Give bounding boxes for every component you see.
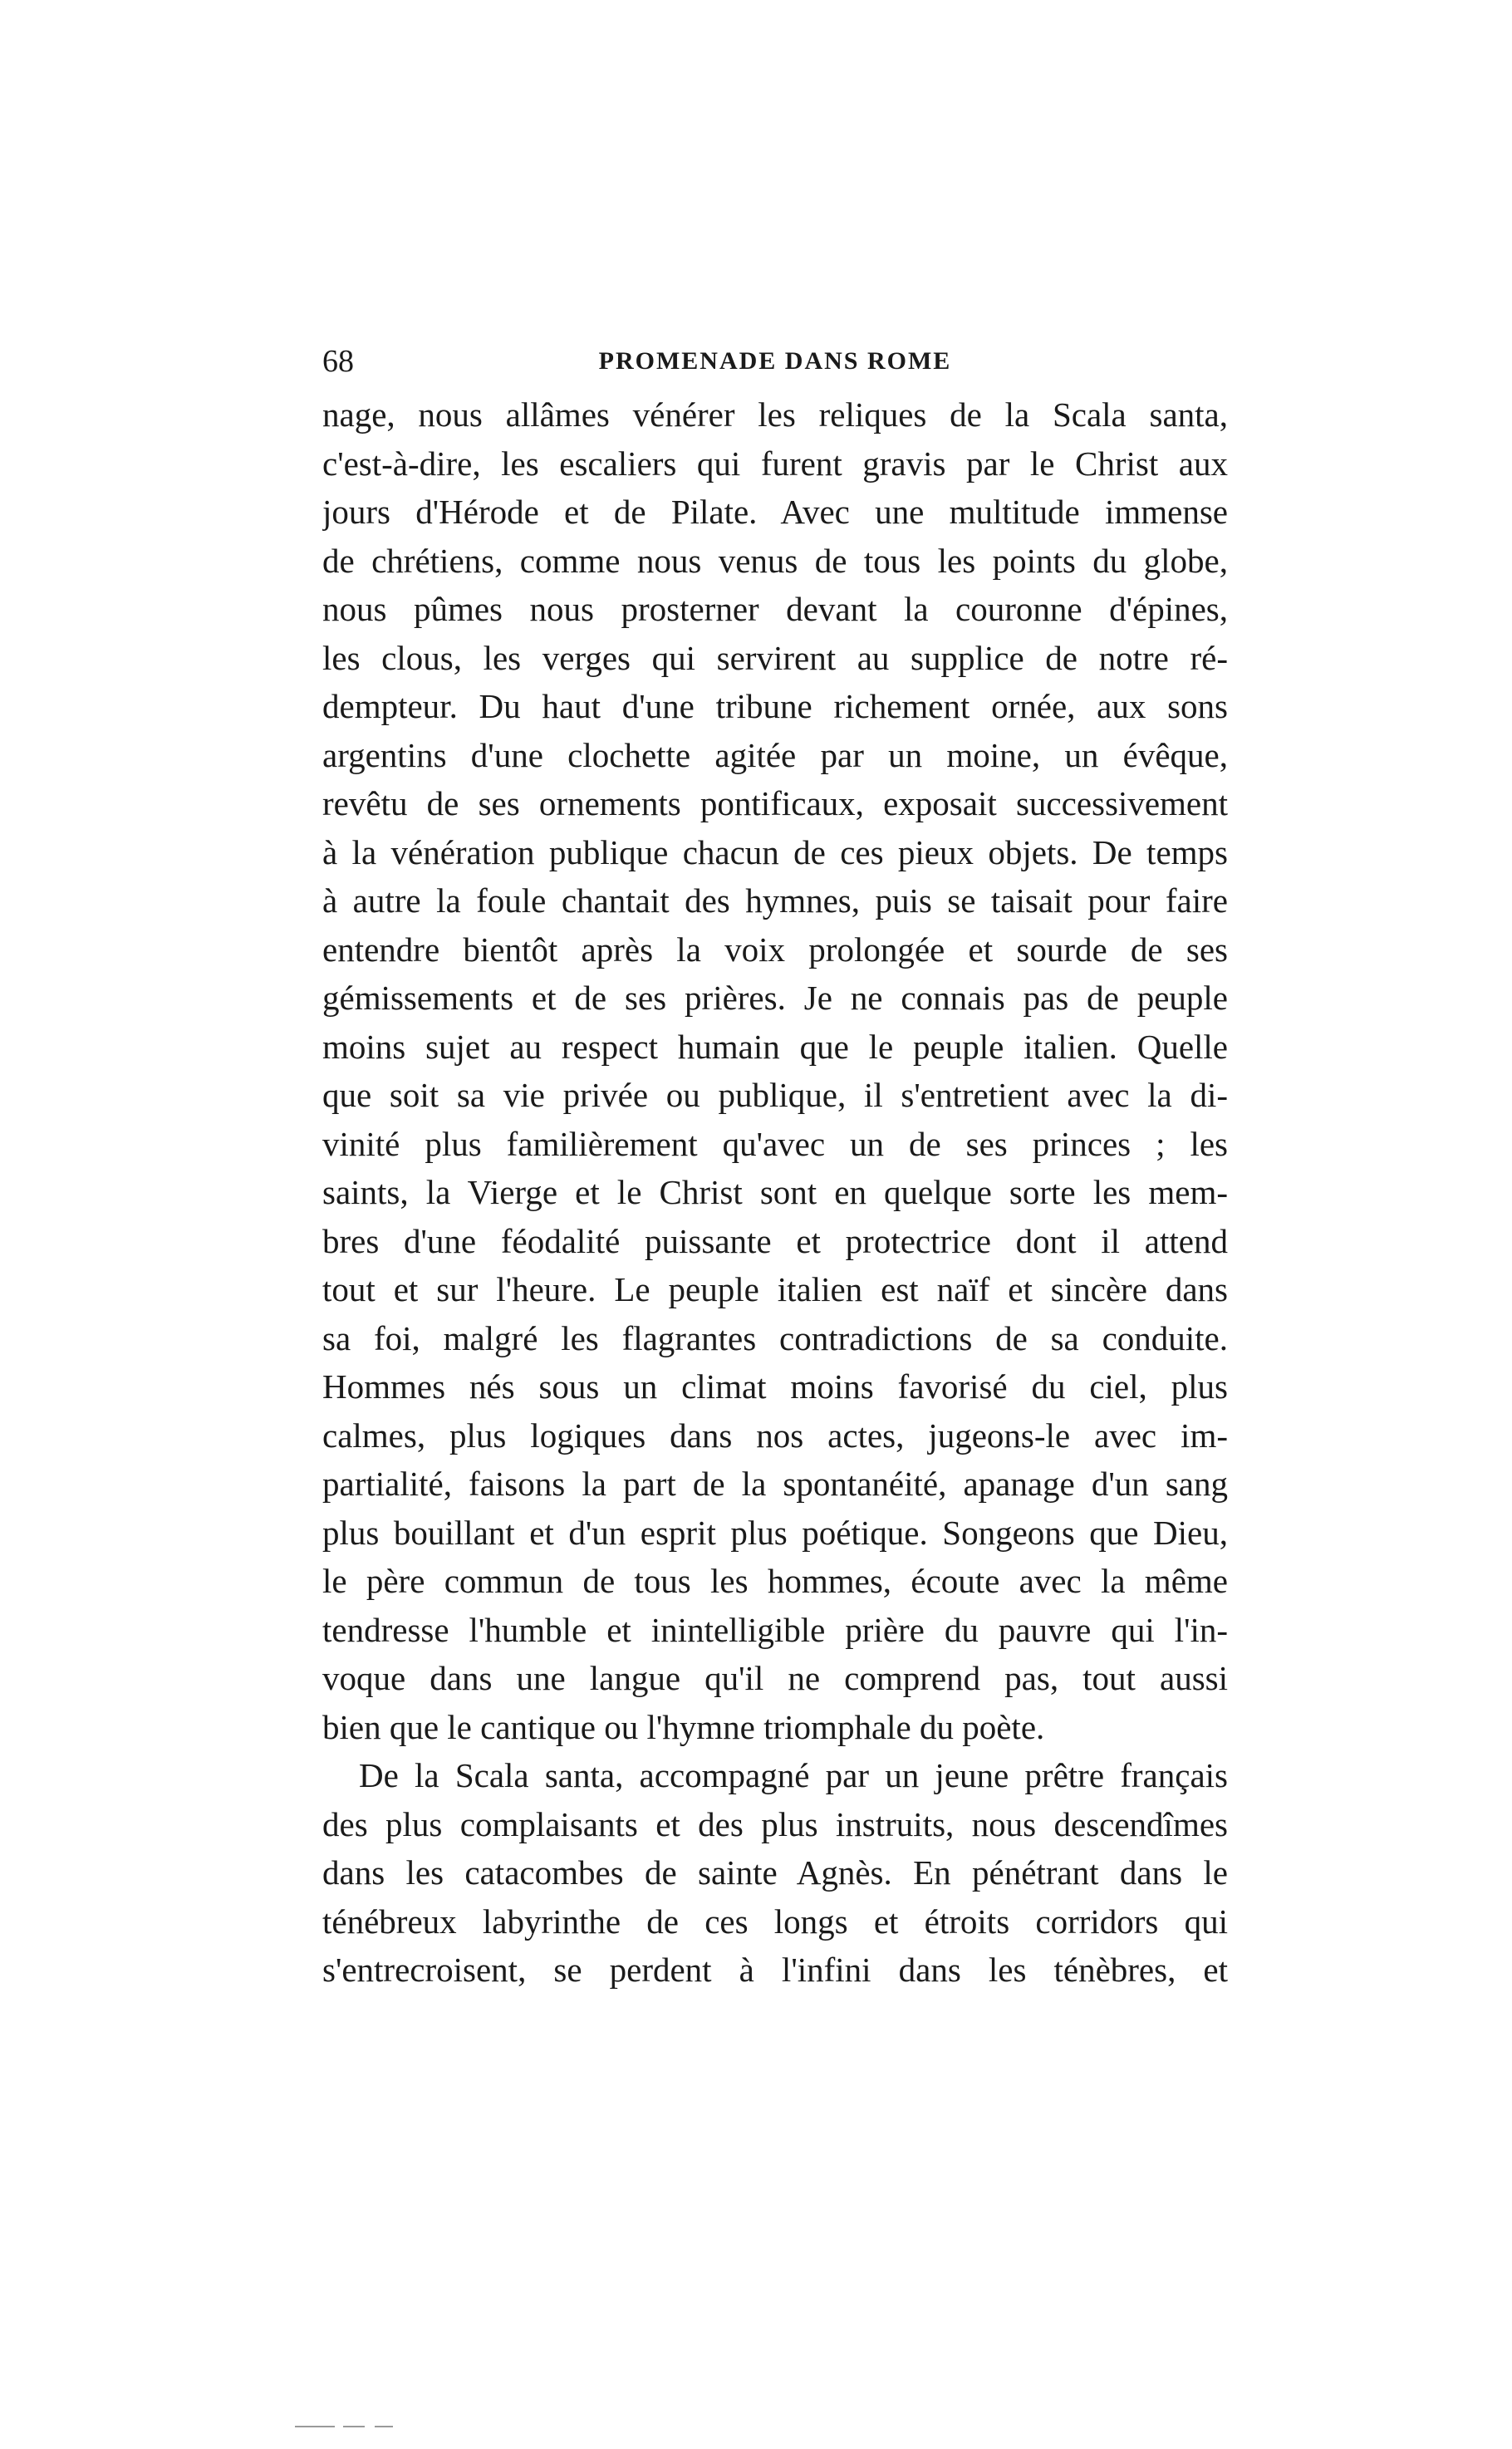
text-line: des plus complaisants et des plus instruits, nous descendîmes [322, 1804, 1228, 1843]
text-line: plus bouillant et d'un esprit plus poétique. Songeons que Dieu, [322, 1513, 1228, 1552]
text-line: revêtu de ses ornements pontificaux, exposait successivement [322, 784, 1228, 822]
text-line: nous pûmes nous prosterner devant la couronne d'épines, [322, 590, 1228, 628]
text-line: s'entrecroisent, se perdent à l'infini dans les ténèbres, et [322, 1951, 1228, 1989]
text-line: à autre la foule chantait des hymnes, puis se taisait pour faire [322, 881, 1228, 920]
text-line: saints, la Vierge et le Christ sont en quelque sorte les mem- [322, 1173, 1228, 1211]
text-line: argentins d'une clochette agitée par un moine, un évêque, [322, 735, 1228, 774]
page-number: 68 [322, 344, 354, 379]
text-line: moins sujet au respect humain que le peuple italien. Quelle [322, 1027, 1228, 1066]
text-line: à la vénération publique chacun de ces pieux objets. De temps [322, 832, 1228, 871]
text-line: gémissements et de ses prières. Je ne connais pas de peuple [322, 979, 1228, 1017]
paragraph [322, 1751, 1228, 1995]
text-line: jours d'Hérode et de Pilate. Avec une multitude immense [322, 493, 1228, 531]
text-line: vinité plus familièrement qu'avec un de ses princes ; les [322, 1124, 1228, 1163]
footer-rule [295, 2426, 461, 2429]
text-line: ténébreux labyrinthe de ces longs et étroits corridors qui [322, 1902, 1228, 1941]
text-line: de chrétiens, comme nous venus de tous les points du globe, [322, 541, 1228, 580]
text-line: tout et sur l'heure. Le peuple italien est naïf et sincère dans [322, 1270, 1228, 1308]
text-line: partialité, faisons la part de la spontanéité, apanage d'un sang [322, 1465, 1228, 1503]
text-line: c'est-à-dire, les escaliers qui furent gravis par le Christ aux [322, 444, 1228, 483]
text-line: De la Scala santa, accompagné par un jeune prêtre français [359, 1756, 1228, 1794]
body-text [322, 390, 1228, 1995]
text-line: que soit sa vie privée ou publique, il s'entretient avec la di- [322, 1076, 1228, 1114]
text-line: le père commun de tous les hommes, écoute avec la même [322, 1562, 1228, 1600]
text-line: voque dans une langue qu'il ne comprend pas, tout aussi [322, 1659, 1228, 1697]
text-line: bien que le cantique ou l'hymne triomphale du poète. [322, 1707, 1045, 1746]
paragraph [322, 390, 1228, 1751]
text-line: bres d'une féodalité puissante et protectrice dont il attend [322, 1221, 1228, 1260]
text-line: Hommes nés sous un climat moins favorisé du ciel, plus [322, 1367, 1228, 1406]
text-line: les clous, les verges qui servirent au supplice de notre ré- [322, 638, 1228, 677]
text-line: tendresse l'humble et inintelligible prière du pauvre qui l'in- [322, 1610, 1228, 1649]
text-line: dempteur. Du haut d'une tribune richement ornée, aux sons [322, 687, 1228, 725]
text-line: calmes, plus logiques dans nos actes, jugeons-le avec im- [322, 1416, 1228, 1455]
text-line: entendre bientôt après la voix prolongée et sourde de ses [322, 930, 1228, 969]
running-head [322, 341, 1228, 382]
text-line: sa foi, malgré les flagrantes contradictions de sa conduite. [322, 1318, 1228, 1357]
running-title: PROMENADE DANS ROME [598, 347, 952, 375]
text-line: nage, nous allâmes vénérer les reliques de la Scala santa, [322, 395, 1228, 434]
text-line: dans les catacombes de sainte Agnès. En pénétrant dans le [322, 1853, 1228, 1892]
